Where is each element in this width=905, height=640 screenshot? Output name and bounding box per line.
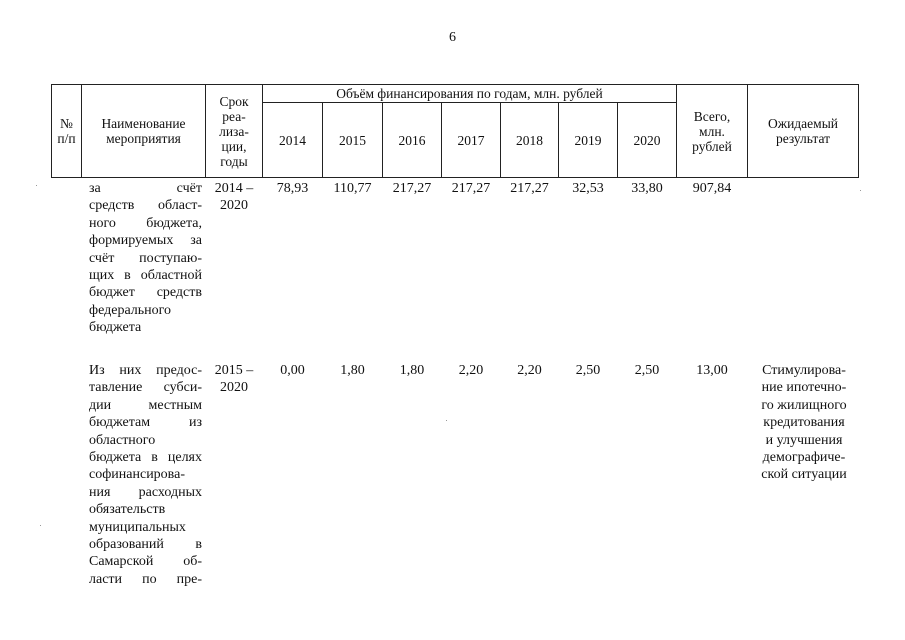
header-year: 2015 bbox=[339, 132, 366, 148]
row-result-line: и улучшения bbox=[765, 432, 843, 448]
row-2-total: 13,00 bbox=[696, 363, 728, 378]
row-name-line: бюджет средств bbox=[89, 285, 202, 301]
scan-speck bbox=[40, 525, 41, 526]
row-2-value-2014: 0,00 bbox=[280, 363, 305, 378]
row-2-value-2015: 1,80 bbox=[340, 363, 365, 378]
row-2-value-2019: 2,50 bbox=[575, 363, 601, 378]
header-result-line: Ожидаемый bbox=[768, 116, 838, 131]
row-1-value-2018: 217,27 bbox=[510, 181, 549, 196]
scan-speck bbox=[446, 420, 447, 421]
header-financing-title bbox=[263, 85, 676, 102]
row-name-line: муниципальных bbox=[89, 519, 186, 535]
header-num-line: № bbox=[60, 116, 73, 131]
row-1-value-2020: 33,80 bbox=[631, 181, 663, 196]
header-name-line: мероприятия bbox=[106, 131, 181, 146]
row-name-line: за счёт bbox=[89, 181, 202, 196]
row-name-line: Из них предос- bbox=[89, 363, 202, 378]
row-1-value-2014: 78,93 bbox=[276, 181, 309, 196]
row-2-period bbox=[206, 362, 262, 397]
header-period-line: Срок bbox=[219, 93, 249, 109]
row-name-line: щих в областной bbox=[89, 268, 202, 284]
header-bottom-border bbox=[51, 177, 859, 178]
row-1-name bbox=[89, 180, 202, 337]
header-total-line: Всего, bbox=[693, 108, 731, 124]
row-name-line: обязательств bbox=[89, 502, 166, 518]
header-year: 2019 bbox=[574, 132, 602, 148]
header-num bbox=[52, 85, 81, 177]
row-period-line: 2020 bbox=[220, 198, 248, 214]
row-name-line: бюджетам из bbox=[89, 415, 202, 431]
header-name-line: Наименование bbox=[101, 116, 186, 131]
row-1-value-2019: 32,53 bbox=[572, 181, 604, 196]
row-result-line: Стимулирова- bbox=[762, 363, 846, 378]
row-result-line: кредитования bbox=[763, 415, 845, 431]
row-name-line: дии местным bbox=[89, 397, 202, 413]
row-2-value-2020: 2,50 bbox=[634, 363, 660, 378]
row-name-line: Самарской об- bbox=[89, 554, 202, 570]
row-name-line: федерального bbox=[89, 302, 172, 318]
row-name-line: образований в bbox=[89, 537, 202, 553]
row-result-line: го жилищного bbox=[761, 397, 847, 413]
row-1-value-2015: 110,77 bbox=[333, 181, 372, 196]
row-period-line: 2015 – bbox=[214, 363, 254, 378]
header-total bbox=[677, 85, 747, 177]
row-1-total: 907,84 bbox=[692, 181, 732, 196]
row-2-value-2016: 1,80 bbox=[399, 363, 425, 378]
row-name-line: формируемых за bbox=[89, 233, 202, 249]
row-1-period bbox=[206, 180, 262, 215]
header-period-line: реа- bbox=[222, 108, 246, 124]
header-total-line: рублей bbox=[692, 138, 732, 154]
page-number: 6 bbox=[449, 30, 456, 45]
col-border-6 bbox=[858, 84, 859, 178]
row-2-name bbox=[89, 362, 202, 588]
scan-speck bbox=[860, 190, 861, 191]
header-period-line: годы bbox=[220, 153, 248, 169]
header-year: 2014 bbox=[279, 132, 306, 148]
header-result bbox=[748, 85, 858, 177]
header-period bbox=[206, 85, 262, 177]
header-year: 2020 bbox=[633, 132, 661, 148]
row-result-line: ской ситуации bbox=[761, 467, 847, 483]
header-year: 2018 bbox=[516, 132, 543, 148]
header-year: 2016 bbox=[398, 132, 426, 148]
row-name-line: бюджета bbox=[89, 320, 142, 336]
header-financing-text: Объём финансирования по годам, млн. рублей bbox=[336, 86, 603, 101]
row-name-line: бюджета в целях bbox=[89, 450, 202, 466]
row-name-line: софинансирова- bbox=[89, 467, 185, 483]
row-name-line: средств област- bbox=[89, 198, 202, 214]
row-name-line: ния расходных bbox=[89, 484, 202, 500]
row-name-line: тавление субси- bbox=[89, 380, 202, 396]
row-name-line: счёт поступаю- bbox=[89, 250, 202, 266]
header-period-line: лиза- bbox=[219, 123, 249, 139]
row-period-line: 2020 bbox=[220, 380, 248, 396]
row-1-value-2016: 217,27 bbox=[392, 181, 432, 196]
row-2-value-2017: 2,20 bbox=[458, 363, 484, 378]
row-2-result bbox=[750, 362, 858, 484]
scan-speck bbox=[36, 185, 37, 186]
row-name-line: ного бюджета, bbox=[89, 215, 202, 231]
header-result-line: результат bbox=[775, 131, 831, 146]
header-name bbox=[82, 85, 205, 177]
header-total-line: млн. bbox=[699, 123, 725, 139]
row-result-line: демографиче- bbox=[762, 450, 846, 466]
row-name-line: областного bbox=[89, 432, 156, 448]
header-year: 2017 bbox=[457, 132, 485, 148]
header-num-line: п/п bbox=[57, 131, 76, 146]
row-period-line: 2014 – bbox=[214, 181, 254, 196]
row-name-line: ласти по пре- bbox=[89, 571, 202, 587]
header-period-line: ции, bbox=[221, 138, 247, 154]
row-2-value-2018: 2,20 bbox=[517, 363, 542, 378]
row-1-value-2017: 217,27 bbox=[451, 181, 491, 196]
row-result-line: ние ипотечно- bbox=[761, 380, 847, 396]
